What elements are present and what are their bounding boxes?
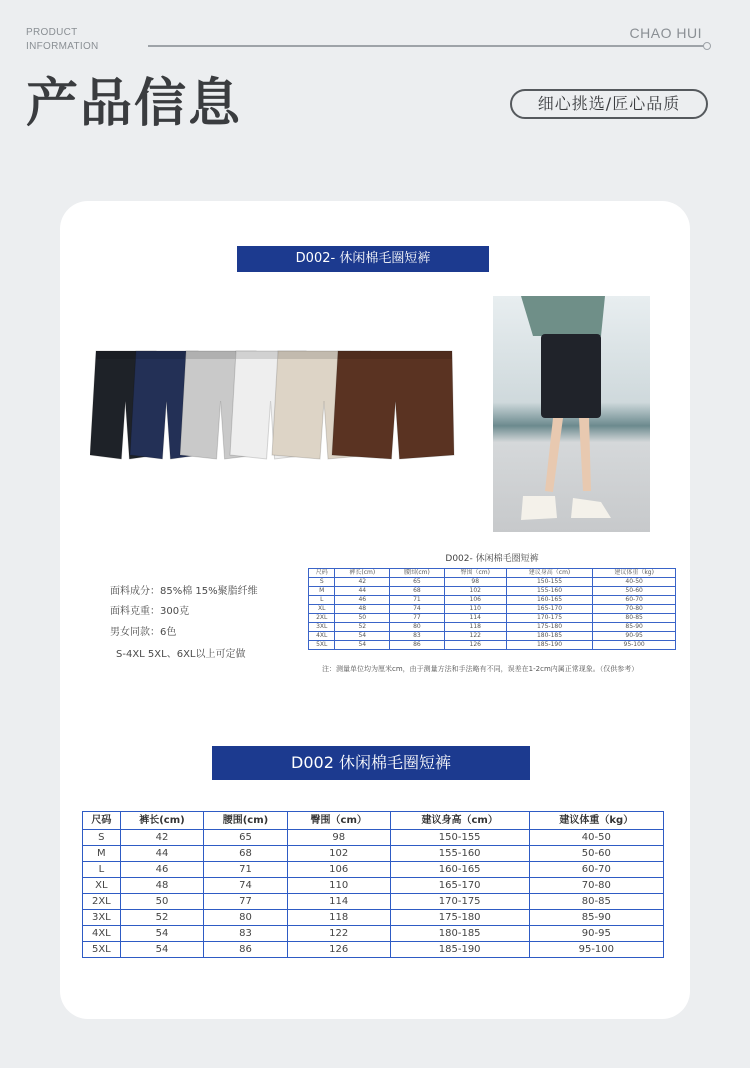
table-cell: 90-95: [593, 632, 676, 641]
table-row: [83, 910, 664, 926]
table-cell: 4XL: [309, 632, 335, 641]
table-cell: 180-185: [390, 926, 529, 942]
table-cell: 83: [204, 926, 288, 942]
table-cell: S: [83, 830, 121, 846]
table-cell: 86: [204, 942, 288, 958]
table-cell: 126: [287, 942, 390, 958]
model-photo: [493, 296, 650, 532]
table-row: [309, 632, 676, 641]
table-cell: 114: [444, 614, 506, 623]
table-cell: 160-165: [390, 862, 529, 878]
column-header: 裤长(cm): [335, 569, 390, 578]
spec-weight: 面料克重：300克: [110, 606, 190, 617]
table-row: [309, 614, 676, 623]
table-cell: 3XL: [83, 910, 121, 926]
table-row: [309, 605, 676, 614]
table-cell: 65: [390, 578, 445, 587]
table-row: [309, 641, 676, 650]
table-cell: XL: [309, 605, 335, 614]
column-header: 腰围(cm): [390, 569, 445, 578]
table-cell: M: [83, 846, 121, 862]
table-row: [309, 596, 676, 605]
table-cell: 50: [335, 614, 390, 623]
table-row: [83, 830, 664, 846]
shorts-item: [332, 351, 454, 459]
table-cell: 46: [335, 596, 390, 605]
table-cell: 48: [335, 605, 390, 614]
table-cell: 114: [287, 894, 390, 910]
table-cell: 83: [390, 632, 445, 641]
header-divider: [148, 45, 704, 47]
product-card: [60, 201, 690, 1019]
table-row: [83, 894, 664, 910]
product-banner-large: D002 休闲棉毛圈短裤: [212, 746, 530, 780]
column-header: 裤长(cm): [120, 812, 204, 830]
table-cell: 77: [390, 614, 445, 623]
table-cell: 3XL: [309, 623, 335, 632]
table-row: [83, 942, 664, 958]
column-header: 尺码: [309, 569, 335, 578]
table-cell: 85-90: [529, 910, 663, 926]
table-cell: 122: [287, 926, 390, 942]
table-cell: 155-160: [506, 587, 593, 596]
table-cell: 150-155: [390, 830, 529, 846]
spec-unisex: 男女同款：6色: [110, 627, 177, 638]
size-table-small: [308, 568, 676, 650]
table-cell: 102: [444, 587, 506, 596]
table-row: [83, 878, 664, 894]
table-cell: 42: [335, 578, 390, 587]
table-cell: 106: [444, 596, 506, 605]
table-cell: 95-100: [529, 942, 663, 958]
table-cell: 170-175: [506, 614, 593, 623]
table-cell: 165-170: [390, 878, 529, 894]
table-cell: 54: [120, 926, 204, 942]
column-header: 建议体重（kg): [593, 569, 676, 578]
table-cell: 170-175: [390, 894, 529, 910]
table-cell: 110: [287, 878, 390, 894]
table-cell: 175-180: [390, 910, 529, 926]
table-row: [309, 587, 676, 596]
table-cell: 106: [287, 862, 390, 878]
table-cell: 80: [390, 623, 445, 632]
spec-fabric: 面料成分：85%棉 15%聚脂纤维: [110, 586, 258, 597]
table-cell: 68: [390, 587, 445, 596]
size-table: [82, 811, 664, 958]
table-cell: 70-80: [593, 605, 676, 614]
information-label: INFORMATION: [26, 41, 99, 52]
page-title: 产品信息: [26, 74, 243, 134]
table-cell: 44: [120, 846, 204, 862]
table-cell: 52: [335, 623, 390, 632]
table-cell: 74: [390, 605, 445, 614]
table-cell: 90-95: [529, 926, 663, 942]
shorts-color-photo: [90, 341, 460, 481]
table-cell: 74: [204, 878, 288, 894]
table-cell: 70-80: [529, 878, 663, 894]
brand-name: CHAO HUI: [629, 25, 702, 41]
column-header: 建议身高（cm): [506, 569, 593, 578]
table-cell: 185-190: [506, 641, 593, 650]
measurement-note: 注：测量单位均为厘米cm，由于测量方法和手法略有不同，误差在1-2cm内属正常现象。（仅供参考）: [322, 665, 639, 673]
table-cell: 80-85: [529, 894, 663, 910]
table-cell: S: [309, 578, 335, 587]
table-cell: 52: [120, 910, 204, 926]
table-cell: 68: [204, 846, 288, 862]
product-label: PRODUCT: [26, 27, 78, 38]
table-cell: 60-70: [593, 596, 676, 605]
table-cell: 5XL: [83, 942, 121, 958]
model-shorts: [541, 334, 601, 418]
table-cell: 54: [335, 632, 390, 641]
column-header: 尺码: [83, 812, 121, 830]
table-cell: 5XL: [309, 641, 335, 650]
slogan-badge: 细心挑选/匠心品质: [510, 89, 708, 119]
table-cell: 71: [390, 596, 445, 605]
table-cell: XL: [83, 878, 121, 894]
table-cell: 95-100: [593, 641, 676, 650]
table-cell: 98: [287, 830, 390, 846]
column-header: 臀围（cm）: [287, 812, 390, 830]
table-cell: 71: [204, 862, 288, 878]
table-cell: 48: [120, 878, 204, 894]
table-cell: 160-165: [506, 596, 593, 605]
table-row: [83, 862, 664, 878]
table-cell: 50-60: [529, 846, 663, 862]
mini-table-title: D002- 休闲棉毛圈短裤: [445, 554, 539, 564]
table-cell: 80: [204, 910, 288, 926]
table-cell: 50-60: [593, 587, 676, 596]
table-row: [309, 578, 676, 587]
table-cell: 185-190: [390, 942, 529, 958]
header-small-label: [26, 26, 99, 54]
table-cell: 46: [120, 862, 204, 878]
spec-sizes: S-4XL 5XL、6XL以上可定做: [116, 649, 246, 660]
table-cell: 65: [204, 830, 288, 846]
table-cell: 2XL: [83, 894, 121, 910]
table-cell: 118: [287, 910, 390, 926]
table-cell: 85-90: [593, 623, 676, 632]
column-header: 建议体重（kg）: [529, 812, 663, 830]
product-banner-small: D002- 休闲棉毛圈短裤: [237, 246, 489, 272]
table-cell: 86: [390, 641, 445, 650]
table-cell: 102: [287, 846, 390, 862]
table-cell: 165-170: [506, 605, 593, 614]
table-cell: 42: [120, 830, 204, 846]
table-cell: 118: [444, 623, 506, 632]
table-cell: L: [83, 862, 121, 878]
table-cell: 80-85: [593, 614, 676, 623]
table-row: [83, 846, 664, 862]
table-cell: 50: [120, 894, 204, 910]
table-cell: 2XL: [309, 614, 335, 623]
table-cell: 150-155: [506, 578, 593, 587]
table-cell: 180-185: [506, 632, 593, 641]
model-illustration: [493, 296, 650, 532]
shorts-illustration: [90, 341, 460, 481]
table-cell: 175-180: [506, 623, 593, 632]
table-cell: 54: [120, 942, 204, 958]
table-cell: 126: [444, 641, 506, 650]
table-cell: 155-160: [390, 846, 529, 862]
table-cell: M: [309, 587, 335, 596]
column-header: 建议身高（cm）: [390, 812, 529, 830]
table-row: [83, 926, 664, 942]
shorts-waistband: [338, 351, 452, 359]
table-cell: L: [309, 596, 335, 605]
table-cell: 77: [204, 894, 288, 910]
table-row: [309, 623, 676, 632]
header-divider-dot: [703, 42, 711, 50]
table-cell: 44: [335, 587, 390, 596]
table-cell: 40-50: [529, 830, 663, 846]
table-cell: 4XL: [83, 926, 121, 942]
table-cell: 122: [444, 632, 506, 641]
table-cell: 40-50: [593, 578, 676, 587]
table-cell: 110: [444, 605, 506, 614]
table-cell: 60-70: [529, 862, 663, 878]
table-cell: 54: [335, 641, 390, 650]
table-cell: 98: [444, 578, 506, 587]
column-header: 腰围(cm): [204, 812, 288, 830]
column-header: 臀围（cm): [444, 569, 506, 578]
